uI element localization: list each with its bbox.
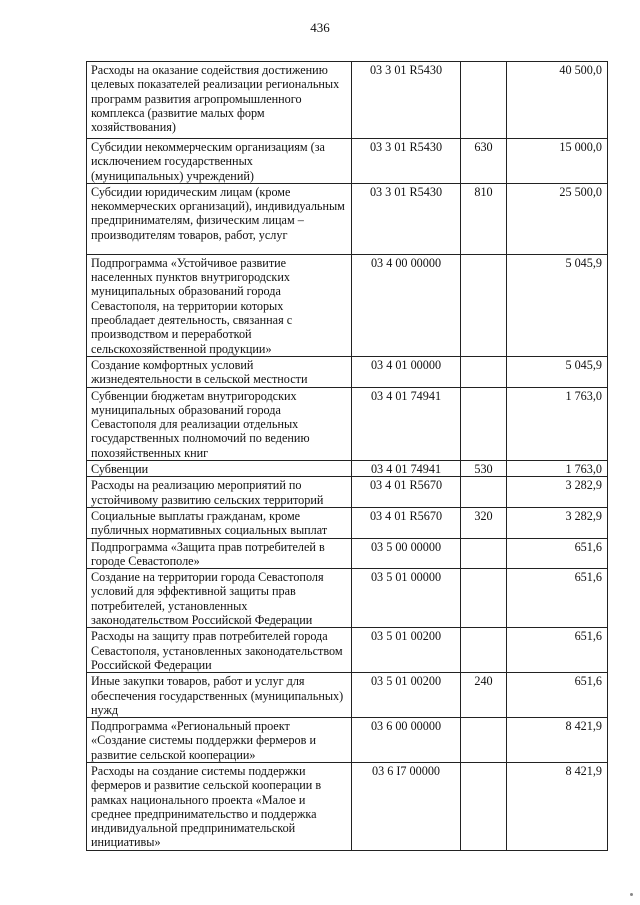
table-body xyxy=(87,62,608,851)
row-code-cell: 03 3 01 R5430 xyxy=(352,183,461,254)
row-type-cell: 320 xyxy=(461,507,507,538)
row-sum-cell: 651,6 xyxy=(507,628,608,673)
row-code-cell: 03 4 01 R5670 xyxy=(352,507,461,538)
row-sum-cell: 8 421,9 xyxy=(507,718,608,763)
table-row xyxy=(87,628,608,673)
row-sum-cell: 3 282,9 xyxy=(507,477,608,508)
row-type-cell xyxy=(461,477,507,508)
row-name-cell: Расходы на защиту прав потребителей города Севастополя, установленных законодательством Российской Федерации xyxy=(87,628,352,673)
row-name-cell: Субсидии юридическим лицам (кроме некоммерческих организаций), индивидуальным предпринимателям, физическим лицам – производителям товаров, работ, услуг xyxy=(87,183,352,254)
row-type-cell xyxy=(461,62,507,139)
row-type-cell xyxy=(461,387,507,460)
table-row xyxy=(87,673,608,718)
row-sum-cell: 40 500,0 xyxy=(507,62,608,139)
row-name-cell: Подпрограмма «Устойчивое развитие населенных пунктов внутригородских муниципальных образований города Севастополя, на территории которых преобладает деятельность, связанная с производством и переработкой сельскохозяйственной продукции» xyxy=(87,254,352,356)
row-sum-cell: 1 763,0 xyxy=(507,387,608,460)
row-code-cell: 03 6 I7 00000 xyxy=(352,762,461,850)
row-sum-cell: 5 045,9 xyxy=(507,254,608,356)
row-sum-cell: 8 421,9 xyxy=(507,762,608,850)
row-type-cell xyxy=(461,569,507,628)
row-sum-cell: 651,6 xyxy=(507,673,608,718)
table-row xyxy=(87,477,608,508)
row-name-cell: Субвенции xyxy=(87,461,352,477)
row-type-cell xyxy=(461,538,507,569)
table-row xyxy=(87,538,608,569)
row-sum-cell: 25 500,0 xyxy=(507,183,608,254)
row-name-cell: Иные закупки товаров, работ и услуг для обеспечения государственных (муниципальных) нужд xyxy=(87,673,352,718)
table-row xyxy=(87,569,608,628)
table-row xyxy=(87,718,608,763)
row-type-cell xyxy=(461,254,507,356)
row-type-cell: 530 xyxy=(461,461,507,477)
row-name-cell: Субвенции бюджетам внутригородских муниципальных образований города Севастополя для реализации отдельных государственных полномочий по ведению похозяйственных книг xyxy=(87,387,352,460)
row-name-cell: Создание на территории города Севастополя условий для эффективной защиты прав потребителей, установленных законодательством Российской Федерации xyxy=(87,569,352,628)
table-row xyxy=(87,62,608,139)
row-name-cell: Социальные выплаты гражданам, кроме публичных нормативных социальных выплат xyxy=(87,507,352,538)
row-type-cell xyxy=(461,356,507,387)
row-code-cell: 03 5 01 00200 xyxy=(352,673,461,718)
row-sum-cell: 1 763,0 xyxy=(507,461,608,477)
table-row xyxy=(87,356,608,387)
row-name-cell: Расходы на реализацию мероприятий по устойчивому развитию сельских территорий xyxy=(87,477,352,508)
row-name-cell: Подпрограмма «Региональный проект «Создание системы поддержки фермеров и развитие сельской кооперации» xyxy=(87,718,352,763)
row-code-cell: 03 6 00 00000 xyxy=(352,718,461,763)
row-sum-cell: 5 045,9 xyxy=(507,356,608,387)
row-type-cell: 630 xyxy=(461,139,507,184)
table-row xyxy=(87,139,608,184)
table-row xyxy=(87,507,608,538)
table-row xyxy=(87,254,608,356)
row-code-cell: 03 5 01 00000 xyxy=(352,569,461,628)
row-code-cell: 03 5 00 00000 xyxy=(352,538,461,569)
row-name-cell: Подпрограмма «Защита прав потребителей в городе Севастополе» xyxy=(87,538,352,569)
row-name-cell: Расходы на создание системы поддержки фермеров и развитие сельской кооперации в рамках национального проекта «Малое и среднее предпринимательство и поддержка индивидуальной предпринимательской инициативы» xyxy=(87,762,352,850)
row-type-cell xyxy=(461,718,507,763)
table-row xyxy=(87,762,608,850)
row-code-cell: 03 4 01 R5670 xyxy=(352,477,461,508)
table-row xyxy=(87,387,608,460)
row-code-cell: 03 3 01 R5430 xyxy=(352,62,461,139)
row-sum-cell: 3 282,9 xyxy=(507,507,608,538)
row-type-cell xyxy=(461,762,507,850)
row-type-cell: 240 xyxy=(461,673,507,718)
row-name-cell: Расходы на оказание содействия достижению целевых показателей реализации региональных программ развития агропромышленного комплекса (развитие малых форм хозяйствования) xyxy=(87,62,352,139)
row-type-cell xyxy=(461,628,507,673)
row-name-cell: Субсидии некоммерческим организациям (за исключением государственных (муниципальных) учреждений) xyxy=(87,139,352,184)
row-type-cell: 810 xyxy=(461,183,507,254)
row-name-cell: Создание комфортных условий жизнедеятельности в сельской местности xyxy=(87,356,352,387)
row-sum-cell: 651,6 xyxy=(507,569,608,628)
row-sum-cell: 651,6 xyxy=(507,538,608,569)
row-code-cell: 03 4 00 00000 xyxy=(352,254,461,356)
table-row xyxy=(87,183,608,254)
budget-table xyxy=(86,61,608,851)
scan-speck xyxy=(630,893,633,896)
row-code-cell: 03 5 01 00200 xyxy=(352,628,461,673)
page-number: 436 xyxy=(310,20,330,35)
row-code-cell: 03 4 01 74941 xyxy=(352,387,461,460)
row-code-cell: 03 4 01 74941 xyxy=(352,461,461,477)
table-row xyxy=(87,461,608,477)
row-code-cell: 03 4 01 00000 xyxy=(352,356,461,387)
row-code-cell: 03 3 01 R5430 xyxy=(352,139,461,184)
row-sum-cell: 15 000,0 xyxy=(507,139,608,184)
